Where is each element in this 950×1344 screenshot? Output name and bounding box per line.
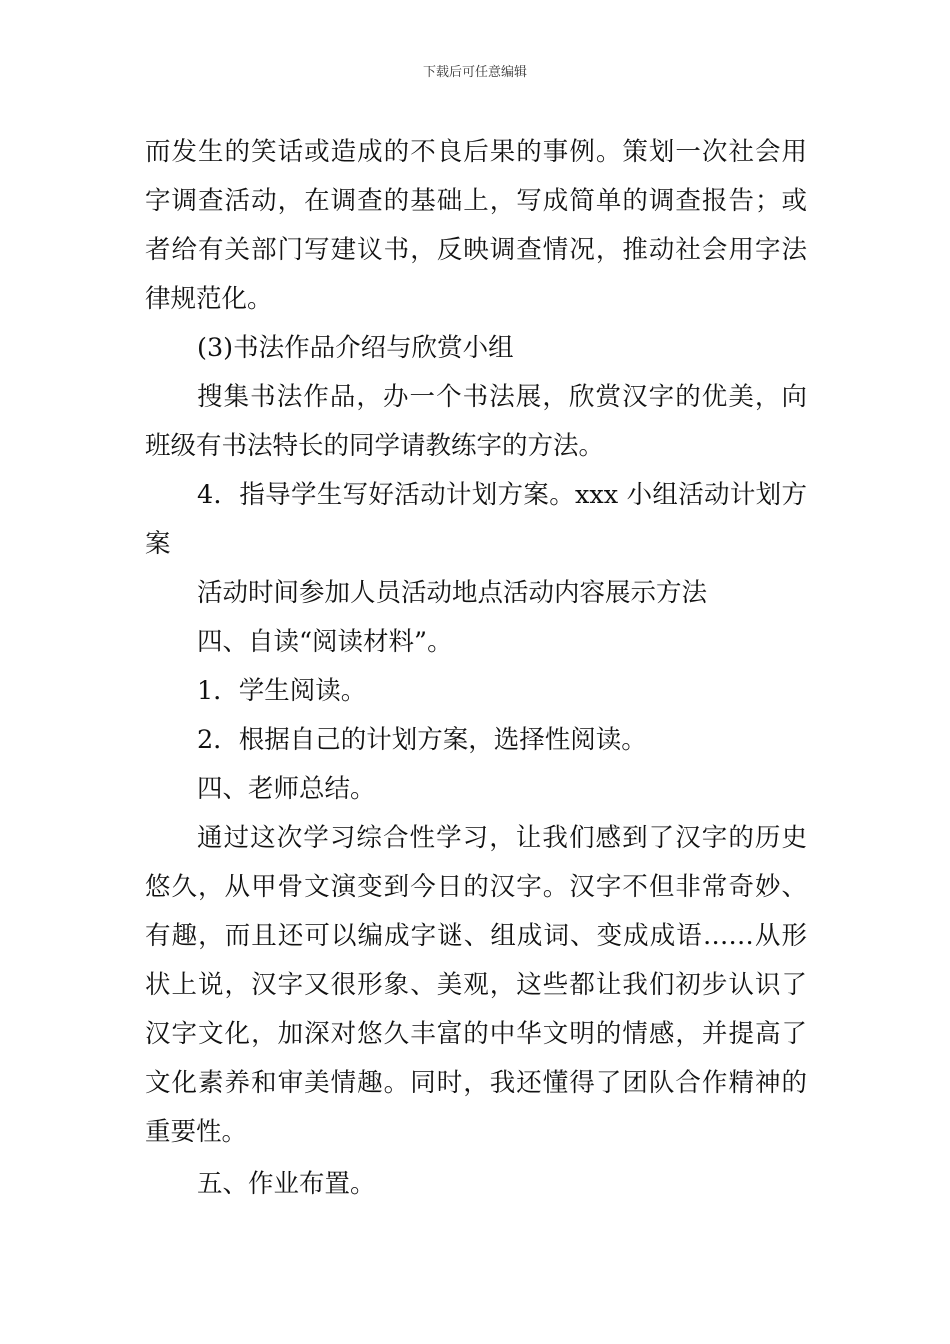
- list-item: 1．学生阅读。: [197, 676, 367, 706]
- paragraph-line: 字调查活动，在调查的基础上，写成简单的调查报告；或: [145, 186, 807, 216]
- section-heading: 四、自读“阅读材料”。: [197, 627, 453, 657]
- paragraph-line: 重要性。: [145, 1117, 248, 1147]
- paragraph-line: 通过这次学习综合性学习，让我们感到了汉字的历史: [197, 823, 807, 853]
- paragraph-line: 有趣，而且还可以编成字谜、组成词、变成成语……从形: [145, 921, 807, 951]
- paragraph-line: 律规范化。: [145, 284, 273, 314]
- paragraph-line: 班级有书法特长的同学请教练字的方法。: [145, 431, 605, 461]
- paragraph-line: 4．指导学生写好活动计划方案。xxx 小组活动计划方: [197, 480, 807, 510]
- paragraph-line: 搜集书法作品，办一个书法展，欣赏汉字的优美，向: [197, 382, 807, 412]
- section-heading: (3)书法作品介绍与欣赏小组: [197, 333, 514, 363]
- list-item: 2．根据自己的计划方案，选择性阅读。: [197, 725, 647, 755]
- paragraph-line: 而发生的笑话或造成的不良后果的事例。策划一次社会用: [145, 137, 807, 167]
- paragraph-line: 状上说，汉字又很形象、美观，这些都让我们初步认识了: [145, 970, 807, 1000]
- section-heading: 五、作业布置。: [197, 1169, 376, 1199]
- page-header: 下载后可任意编辑: [422, 65, 527, 80]
- section-heading: 四、老师总结。: [197, 774, 376, 804]
- paragraph-line: 活动时间参加人员活动地点活动内容展示方法: [197, 578, 708, 608]
- paragraph-line: 案: [145, 529, 171, 559]
- paragraph-line: 文化素养和审美情趣。同时，我还懂得了团队合作精神的: [145, 1068, 807, 1098]
- paragraph-line: 汉字文化，加深对悠久丰富的中华文明的情感，并提高了: [145, 1019, 807, 1049]
- paragraph-line: 者给有关部门写建议书，反映调查情况，推动社会用字法: [145, 235, 807, 265]
- paragraph-line: 悠久，从甲骨文演变到今日的汉字。汉字不但非常奇妙、: [145, 872, 807, 902]
